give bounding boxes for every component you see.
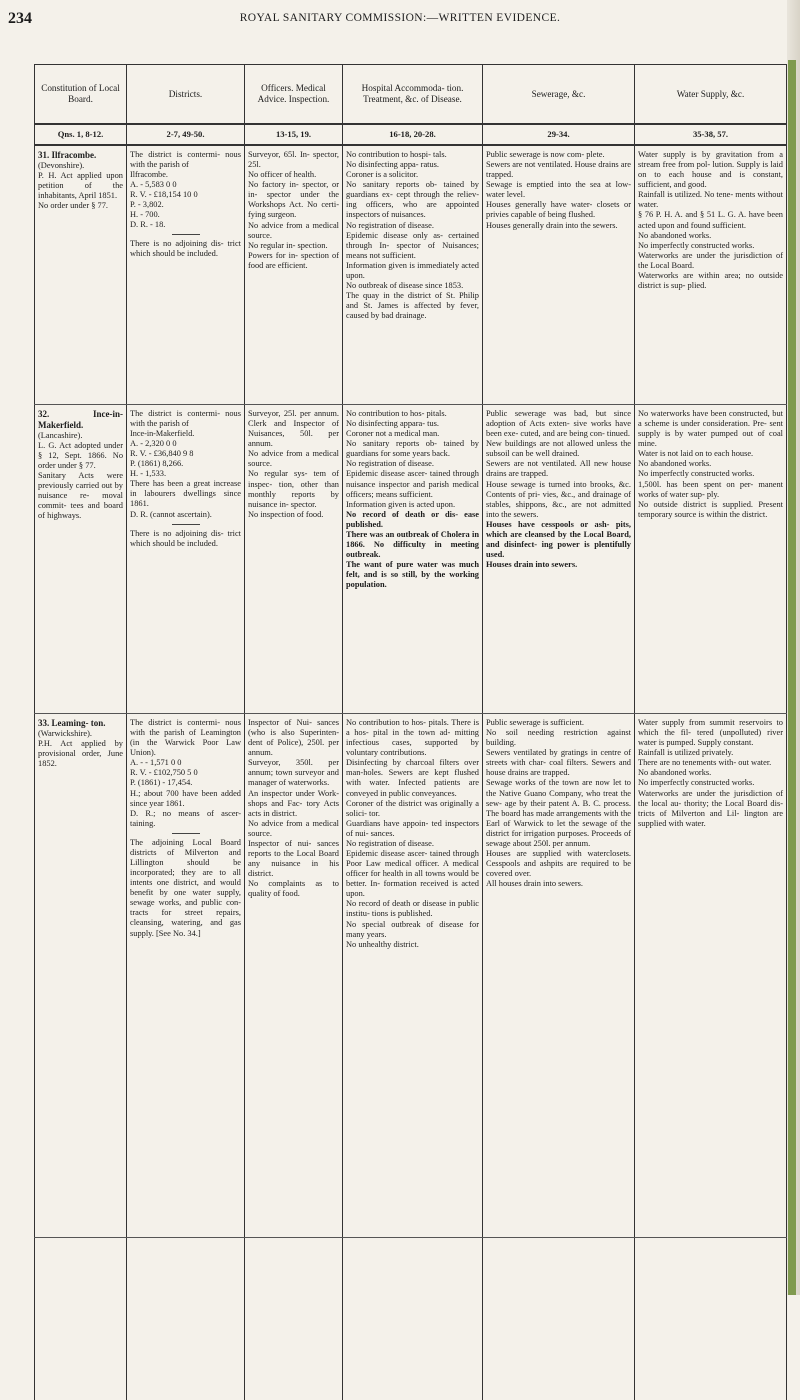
table-row	[35, 405, 787, 714]
header-hospital: Hospital Accommoda- tion. Treatment, &c. of Disease.	[343, 65, 483, 125]
table-row	[35, 145, 787, 405]
districts-cell: The district is contermi- nous with the parish of Ilfracombe. A. - 5,583 0 0 R. V. - £18,154 10 0 P. - 3,802. H. - 700. D. R. - 18. There is no adjoining dis- trict which should be included.	[127, 145, 245, 405]
header-water: Water Supply, &c.	[635, 65, 787, 125]
table-continuation	[35, 1238, 787, 1400]
water-cell: Water supply is by gravitation from a stream free from pol- lution. Supply is laid on to each house and is constant, sufficient, and good. Rainfall is utilized. No tene- ments without water. § 76 P. H. A. and § 51 L. G. A. have been acted upon and found sufficient. No abandoned works. No imperfectly constructed works. Waterworks are under the jurisdiction of the Local Board. Waterworks are within area; no outside district is sup- plied.	[635, 145, 787, 405]
ref-hospital: 16-18, 20-28.	[343, 124, 483, 145]
ref-sewerage: 29-34.	[483, 124, 635, 145]
hospital-cell: No contribution to hos- pitals. No disinfecting appara- tus. Coroner not a medical man. No sanitary reports ob- tained by guardians for some years back. No registration of disease. Epidemic disease ascer- tained through nuisance inspector and parish medical officers; means sufficient. Information given is acted upon. No record of death or dis- ease published. There was an outbreak of Cholera in 1866. No difficulty in meeting outbreak. The want of pure water was much felt, and is so still, by the working population.	[343, 405, 483, 714]
sewerage-cell: Public sewerage is now com- plete. Sewers are not ventilated. House drains are trapped. Sewage is emptied into the sea at low-water level. Houses generally have water- closets or privies capable of being flushed. Houses generally drain into the sewers.	[483, 145, 635, 405]
running-head: ROYAL SANITARY COMMISSION:—WRITTEN EVIDENCE.	[0, 12, 800, 24]
divider	[172, 234, 200, 235]
sewerage-cell: Public sewerage is sufficient. No soil needing restriction against building. Sewers ventilated by gratings in centre of streets with char- coal filters. Sewers and house drains are trapped. Sewage works of the town are now let to the Native Guano Company, who treat the sew- age by their patent A. B. C. process. The board has made arrangements with the Earl of Warwick to let the sewage of the district for irrigation purposes. Proceeds of sewage about 250l. per annum. Houses are supplied with waterclosets. Cesspools and ashpits are required to be covered over. All houses drain into sewers.	[483, 714, 635, 1238]
officers-cell: Surveyor, 25l. per annum. Clerk and Inspector of Nuisances, 50l. per annum. No advice from a medical source. No regular sys- tem of inspec- tion, other than monthly reports by nuisance in- spector. No inspection of food.	[245, 405, 343, 714]
page-number: 234	[8, 10, 32, 28]
constitution-cell: 33. Leaming- ton. (Warwickshire). P.H. Act applied by provisional order, June 1852.	[35, 714, 127, 1238]
header-officers: Officers. Medical Advice. Inspection.	[245, 65, 343, 125]
question-ref-row	[35, 124, 787, 145]
page-header	[0, 0, 800, 40]
ref-officers: 13-15, 19.	[245, 124, 343, 145]
constitution-cell: 31. Ilfracombe. (Devonshire). P. H. Act applied upon petition of the inhabitants, April 1851. No order under § 77.	[35, 145, 127, 405]
constitution-cell: 32. Ince-in- Makerfield. (Lancashire). L. G. Act adopted under § 12, Sept. 1866. No order under § 77. Sanitary Acts were previously carried out by nuisance re- moval commit- tees and board of highways.	[35, 405, 127, 714]
divider	[172, 524, 200, 525]
water-cell: No waterworks have been constructed, but a scheme is under consideration. Pre- sent supply is by water pumped out of coal mine. Water is not laid on to each house. No abandoned works. No imperfectly constructed works. 1,500l. has been spent on per- manent works of water sup- ply. No outside district is supplied. Present temporary source is within the district.	[635, 405, 787, 714]
header-districts: Districts.	[127, 65, 245, 125]
header-constitution: Constitution of Local Board.	[35, 65, 127, 125]
officers-cell: Surveyor, 65l. In- spector, 25l. No officer of health. No factory in- spector, or in- spector under the Workshops Act. No certi- fying surgeon. No advice from a medical source. No regular in- spection. Powers for in- spection of food are efficient.	[245, 145, 343, 405]
divider	[172, 833, 200, 834]
binding-strip	[788, 60, 796, 1295]
header-row	[35, 65, 787, 125]
hospital-cell: No contribution to hos- pitals. There is a hos- pital in the town ad- mitting infectious cases, supported by voluntary contributions. Disinfecting by charcoal filters over man-holes. Sewers are kept flushed with water. Infected patients are conveyed in public conveyances. Coroner of the district was originally a solici- tor. Guardians have appoin- ted inspectors of nui- sances. No registration of disease. Epidemic disease ascer- tained through Poor Law medical officer. A medical officer for health in all towns would be better. In- formation received is acted upon. No record of death or disease in public institu- tions is published. No special outbreak of disease for many years. No unhealthy district.	[343, 714, 483, 1238]
officers-cell: Inspector of Nui- sances (who is also Superinten- dent of Police), 250l. per annum. Surveyor, 350l. per annum; town surveyor and manager of waterworks. An inspector under Work- shops and Fac- tory Acts acts in district. No advice from a medical source. Inspector of nui- sances reports to the Local Board any nuisance in his district. No complaints as to quality of food.	[245, 714, 343, 1238]
hospital-cell: No contribution to hospi- tals. No disinfecting appa- ratus. Coroner is a solicitor. No sanitary reports ob- tained by guardians ex- cept through the reliev- ing officers, who are appointed inspectors of nuisances. No registration of disease. Epidemic disease only as- certained through In- spector of Nuisances; means not sufficient. Information given is immediately acted upon. No outbreak of disease since 1853. The quay in the district of St. Philip and St. James is affected by fever, caused by bad drainage.	[343, 145, 483, 405]
ref-constitution: Qns. 1, 8-12.	[35, 124, 127, 145]
table-row	[35, 714, 787, 1238]
header-sewerage: Sewerage, &c.	[483, 65, 635, 125]
ref-water: 35-38, 57.	[635, 124, 787, 145]
districts-cell: The district is contermi- nous with the parish of Ince-in-Makerfield. A. - 2,320 0 0 R. V. - £36,840 9 8 P. (1861) 8,266. H. - 1,533. There has been a great increase in labourers dwellings since 1861. D. R. (cannot ascertain). There is no adjoining dis- trict which should be included.	[127, 405, 245, 714]
ref-districts: 2-7, 49-50.	[127, 124, 245, 145]
sewerage-cell: Public sewerage was bad, but since adoption of Acts exten- sive works have been exe- cuted, and are being con- tinued. New buildings are not allowed unless the subsoil can be well drained. Sewers are not ventilated. All new house drains are trapped. House sewage is turned into brooks, &c. Contents of pri- vies, &c., and drainage of stables, shippons, &c., are not admitted into the sewers. Houses have cesspools or ash- pits, which are cleansed by the Local Board, and disinfect- ing power is plentifully used. Houses drain into sewers.	[483, 405, 635, 714]
districts-cell: The district is contermi- nous with the parish of Leamington (in the Warwick Poor Law Union). A. - - 1,571 0 0 R. V. - £102,750 5 0 P. (1861) - 17,454. H.; about 700 have been added since year 1861. D. R.; no means of ascer- taining. The adjoining Local Board districts of Milverton and Lillington should be incorporated; they are to all intents one district, and would benefit by one water supply, sewage works, and public con- tracts for street repairs, cleansing, watering, and gas supply. [See No. 34.]	[127, 714, 245, 1238]
evidence-table	[34, 64, 787, 1400]
water-cell: Water supply from summit reservoirs to which the fil- tered (unpolluted) river water is pumped. Supply constant. Rainfall is utilized privately. There are no tenements with- out water. No abandoned works. No imperfectly constructed works. Waterworks are under the jurisdiction of the local au- thority; the Local Board dis- tricts of Milverton and Lil- lington are supplied with water.	[635, 714, 787, 1238]
